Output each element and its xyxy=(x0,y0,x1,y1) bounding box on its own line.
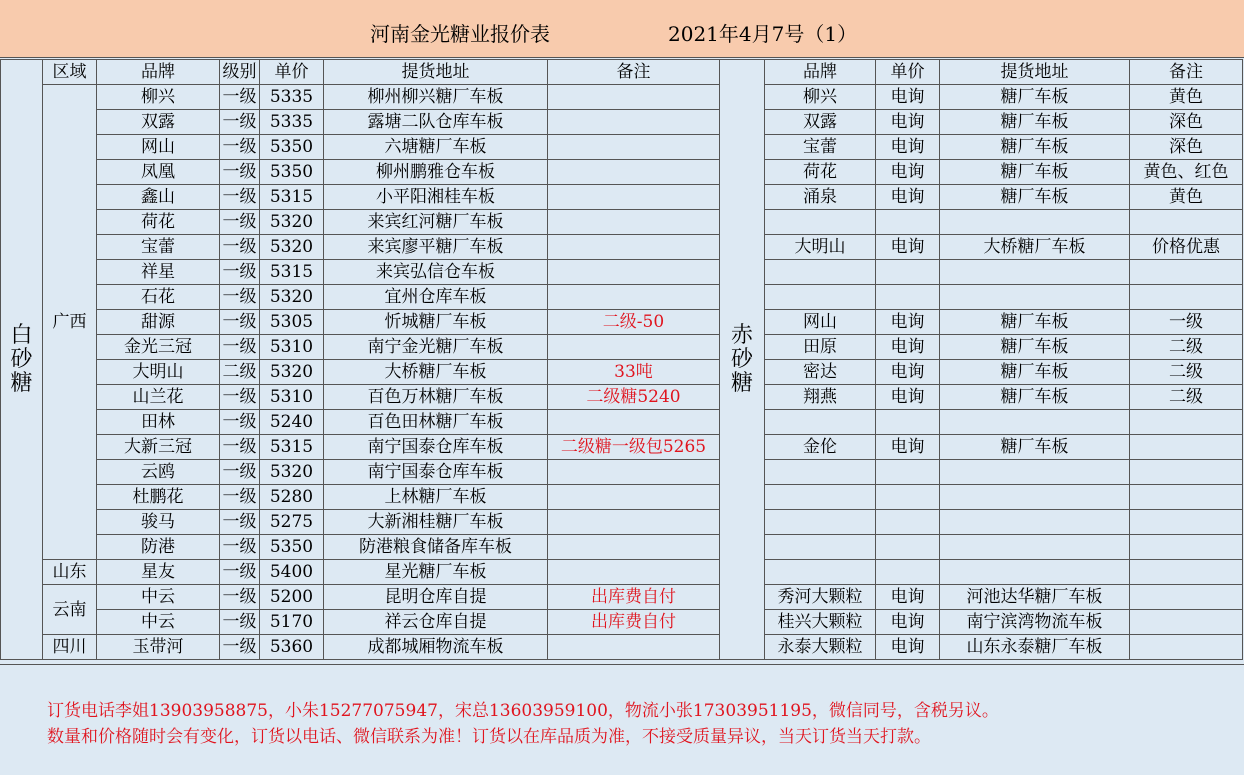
table-row xyxy=(1,160,1243,185)
brand-cell: 石花 xyxy=(97,285,220,310)
red-address-cell: 糖厂车板 xyxy=(940,85,1130,110)
price-cell: 5320 xyxy=(260,460,324,485)
red-sugar-label: 赤 砂 糖 xyxy=(720,60,765,660)
table-row xyxy=(1,535,1243,560)
red-price-cell xyxy=(876,535,940,560)
red-price-cell xyxy=(876,460,940,485)
red-price-cell xyxy=(876,410,940,435)
red-remark-cell: 一级 xyxy=(1130,310,1243,335)
table-row xyxy=(1,285,1243,310)
red-remark-cell: 黄色、红色 xyxy=(1130,160,1243,185)
red-col-header: 品牌 xyxy=(765,60,876,85)
red-remark-cell: 二级 xyxy=(1130,385,1243,410)
table-row xyxy=(1,560,1243,585)
remark-cell xyxy=(548,510,720,535)
white-col-header: 区域 xyxy=(43,60,97,85)
red-remark-cell xyxy=(1130,585,1243,610)
address-cell: 防港粮食储备库车板 xyxy=(324,535,548,560)
red-brand-cell xyxy=(765,485,876,510)
remark-cell: 出库费自付 xyxy=(548,585,720,610)
address-cell: 成都城厢物流车板 xyxy=(324,635,548,660)
brand-cell: 星友 xyxy=(97,560,220,585)
remark-cell xyxy=(548,560,720,585)
address-cell: 昆明仓库自提 xyxy=(324,585,548,610)
red-brand-cell xyxy=(765,285,876,310)
brand-cell: 甜源 xyxy=(97,310,220,335)
brand-cell: 云鸥 xyxy=(97,460,220,485)
red-price-cell: 电询 xyxy=(876,385,940,410)
white-col-header: 品牌 xyxy=(97,60,220,85)
brand-cell: 中云 xyxy=(97,585,220,610)
address-cell: 来宾弘信仓车板 xyxy=(324,260,548,285)
address-cell: 柳州鹏雅仓车板 xyxy=(324,160,548,185)
table-row xyxy=(1,585,1243,610)
red-brand-cell: 桂兴大颗粒 xyxy=(765,610,876,635)
address-cell: 南宁国泰仓库车板 xyxy=(324,435,548,460)
notice-line: 数量和价格随时会有变化，订货以电话、微信联系为准！订货以在库品质为准，不接受质量异议，当天订货当天打款。 xyxy=(47,727,931,747)
price-cell: 5315 xyxy=(260,260,324,285)
address-cell: 百色田林糖厂车板 xyxy=(324,410,548,435)
price-cell: 5315 xyxy=(260,185,324,210)
red-brand-cell: 金伦 xyxy=(765,435,876,460)
red-price-cell xyxy=(876,485,940,510)
price-cell: 5335 xyxy=(260,85,324,110)
grade-cell: 一级 xyxy=(220,510,260,535)
price-cell: 5305 xyxy=(260,310,324,335)
red-brand-cell: 密达 xyxy=(765,360,876,385)
red-brand-cell xyxy=(765,460,876,485)
grade-cell: 一级 xyxy=(220,160,260,185)
red-address-cell xyxy=(940,285,1130,310)
grade-cell: 二级 xyxy=(220,360,260,385)
price-cell: 5320 xyxy=(260,210,324,235)
red-address-cell: 糖厂车板 xyxy=(940,385,1130,410)
red-price-cell: 电询 xyxy=(876,85,940,110)
red-price-cell xyxy=(876,285,940,310)
red-price-cell: 电询 xyxy=(876,185,940,210)
red-remark-cell xyxy=(1130,635,1243,660)
red-address-cell: 糖厂车板 xyxy=(940,435,1130,460)
address-cell: 露塘二队仓库车板 xyxy=(324,110,548,135)
grade-cell: 一级 xyxy=(220,410,260,435)
price-cell: 5320 xyxy=(260,235,324,260)
sheet-header xyxy=(0,0,1244,58)
grade-cell: 一级 xyxy=(220,435,260,460)
red-remark-cell: 深色 xyxy=(1130,135,1243,160)
table-row xyxy=(1,210,1243,235)
price-cell: 5350 xyxy=(260,160,324,185)
address-cell: 六塘糖厂车板 xyxy=(324,135,548,160)
red-remark-cell xyxy=(1130,435,1243,460)
remark-cell xyxy=(548,410,720,435)
sheet-title: 河南金光糖业报价表 xyxy=(370,22,550,46)
grade-cell: 一级 xyxy=(220,385,260,410)
brand-cell: 山兰花 xyxy=(97,385,220,410)
price-cell: 5400 xyxy=(260,560,324,585)
remark-cell xyxy=(548,110,720,135)
red-price-cell: 电询 xyxy=(876,310,940,335)
red-brand-cell: 涌泉 xyxy=(765,185,876,210)
grade-cell: 一级 xyxy=(220,535,260,560)
red-remark-cell: 二级 xyxy=(1130,360,1243,385)
grade-cell: 一级 xyxy=(220,285,260,310)
grade-cell: 一级 xyxy=(220,635,260,660)
red-address-cell: 山东永泰糖厂车板 xyxy=(940,635,1130,660)
table-row xyxy=(1,260,1243,285)
address-cell: 来宾廖平糖厂车板 xyxy=(324,235,548,260)
brand-cell: 玉带河 xyxy=(97,635,220,660)
grade-cell: 一级 xyxy=(220,85,260,110)
price-cell: 5320 xyxy=(260,360,324,385)
grade-cell: 一级 xyxy=(220,485,260,510)
table-row xyxy=(1,385,1243,410)
red-price-cell xyxy=(876,560,940,585)
remark-cell: 二级糖一级包5265 xyxy=(548,435,720,460)
red-brand-cell: 翔燕 xyxy=(765,385,876,410)
brand-cell: 大新三冠 xyxy=(97,435,220,460)
table-row xyxy=(1,510,1243,535)
red-price-cell: 电询 xyxy=(876,435,940,460)
red-address-cell: 南宁滨湾物流车板 xyxy=(940,610,1130,635)
red-price-cell: 电询 xyxy=(876,635,940,660)
white-sugar-label: 白 砂 糖 xyxy=(1,60,43,660)
address-cell: 祥云仓库自提 xyxy=(324,610,548,635)
address-cell: 上林糖厂车板 xyxy=(324,485,548,510)
brand-cell: 祥星 xyxy=(97,260,220,285)
red-address-cell xyxy=(940,410,1130,435)
remark-cell xyxy=(548,210,720,235)
remark-cell xyxy=(548,160,720,185)
red-brand-cell xyxy=(765,410,876,435)
remark-cell xyxy=(548,135,720,160)
red-address-cell: 河池达华糖厂车板 xyxy=(940,585,1130,610)
red-price-cell xyxy=(876,260,940,285)
red-remark-cell xyxy=(1130,510,1243,535)
table-row xyxy=(1,310,1243,335)
address-cell: 南宁国泰仓库车板 xyxy=(324,460,548,485)
brand-cell: 中云 xyxy=(97,610,220,635)
red-brand-cell xyxy=(765,535,876,560)
red-remark-cell xyxy=(1130,610,1243,635)
price-cell: 5280 xyxy=(260,485,324,510)
remark-cell xyxy=(548,235,720,260)
grade-cell: 一级 xyxy=(220,560,260,585)
red-address-cell xyxy=(940,510,1130,535)
table-row xyxy=(1,610,1243,635)
address-cell: 百色万林糖厂车板 xyxy=(324,385,548,410)
address-cell: 南宁金光糖厂车板 xyxy=(324,335,548,360)
grade-cell: 一级 xyxy=(220,310,260,335)
red-address-cell xyxy=(940,210,1130,235)
table-row xyxy=(1,110,1243,135)
red-price-cell xyxy=(876,510,940,535)
red-address-cell xyxy=(940,260,1130,285)
table-row xyxy=(1,135,1243,160)
table-row xyxy=(1,635,1243,660)
grade-cell: 一级 xyxy=(220,610,260,635)
white-col-header: 单价 xyxy=(260,60,324,85)
red-remark-cell xyxy=(1130,210,1243,235)
price-table xyxy=(0,59,1243,660)
red-remark-cell xyxy=(1130,410,1243,435)
red-brand-cell xyxy=(765,260,876,285)
red-price-cell: 电询 xyxy=(876,110,940,135)
table-row xyxy=(1,85,1243,110)
white-col-header: 级别 xyxy=(220,60,260,85)
red-brand-cell: 田原 xyxy=(765,335,876,360)
red-remark-cell xyxy=(1130,285,1243,310)
header-row xyxy=(1,60,1243,85)
remark-cell xyxy=(548,85,720,110)
red-brand-cell: 大明山 xyxy=(765,235,876,260)
price-cell: 5335 xyxy=(260,110,324,135)
remark-cell xyxy=(548,260,720,285)
price-cell: 5310 xyxy=(260,335,324,360)
address-cell: 忻城糖厂车板 xyxy=(324,310,548,335)
red-brand-cell: 宝蕾 xyxy=(765,135,876,160)
remark-cell: 二级-50 xyxy=(548,310,720,335)
red-brand-cell: 永泰大颗粒 xyxy=(765,635,876,660)
address-cell: 宜州仓库车板 xyxy=(324,285,548,310)
table-row xyxy=(1,235,1243,260)
red-remark-cell xyxy=(1130,260,1243,285)
red-remark-cell xyxy=(1130,460,1243,485)
table-row xyxy=(1,410,1243,435)
red-remark-cell: 二级 xyxy=(1130,335,1243,360)
address-cell: 小平阳湘桂车板 xyxy=(324,185,548,210)
grade-cell: 一级 xyxy=(220,185,260,210)
red-remark-cell: 深色 xyxy=(1130,110,1243,135)
brand-cell: 骏马 xyxy=(97,510,220,535)
address-cell: 大桥糖厂车板 xyxy=(324,360,548,385)
red-price-cell: 电询 xyxy=(876,360,940,385)
remark-cell xyxy=(548,285,720,310)
red-remark-cell xyxy=(1130,535,1243,560)
grade-cell: 一级 xyxy=(220,210,260,235)
red-address-cell xyxy=(940,485,1130,510)
red-brand-cell: 双露 xyxy=(765,110,876,135)
table-row xyxy=(1,435,1243,460)
red-address-cell: 糖厂车板 xyxy=(940,135,1130,160)
red-address-cell: 糖厂车板 xyxy=(940,185,1130,210)
red-address-cell: 糖厂车板 xyxy=(940,335,1130,360)
red-address-cell xyxy=(940,560,1130,585)
contact-line: 订货电话李姐13903958875，小朱15277075947，宋总13603959100，物流小张17303951195，微信同号，含税另议。 xyxy=(47,701,999,721)
red-price-cell: 电询 xyxy=(876,160,940,185)
brand-cell: 双露 xyxy=(97,110,220,135)
red-remark-cell xyxy=(1130,560,1243,585)
grade-cell: 一级 xyxy=(220,460,260,485)
price-cell: 5275 xyxy=(260,510,324,535)
region-cell: 广西 xyxy=(43,85,97,560)
remark-cell xyxy=(548,460,720,485)
red-price-cell: 电询 xyxy=(876,135,940,160)
brand-cell: 田林 xyxy=(97,410,220,435)
red-price-cell: 电询 xyxy=(876,335,940,360)
remark-cell: 33吨 xyxy=(548,360,720,385)
remark-cell xyxy=(548,485,720,510)
red-address-cell xyxy=(940,460,1130,485)
region-cell: 山东 xyxy=(43,560,97,585)
red-brand-cell: 网山 xyxy=(765,310,876,335)
region-cell: 云南 xyxy=(43,585,97,635)
price-cell: 5310 xyxy=(260,385,324,410)
remark-cell xyxy=(548,635,720,660)
red-address-cell: 糖厂车板 xyxy=(940,160,1130,185)
red-remark-cell: 价格优惠 xyxy=(1130,235,1243,260)
grade-cell: 一级 xyxy=(220,110,260,135)
price-cell: 5315 xyxy=(260,435,324,460)
brand-cell: 荷花 xyxy=(97,210,220,235)
price-cell: 5350 xyxy=(260,135,324,160)
sheet-date: 2021年4月7号（1） xyxy=(668,22,858,46)
red-brand-cell xyxy=(765,510,876,535)
price-cell: 5240 xyxy=(260,410,324,435)
price-cell: 5350 xyxy=(260,535,324,560)
red-address-cell: 糖厂车板 xyxy=(940,110,1130,135)
table-row xyxy=(1,360,1243,385)
brand-cell: 鑫山 xyxy=(97,185,220,210)
grade-cell: 一级 xyxy=(220,585,260,610)
price-cell: 5360 xyxy=(260,635,324,660)
brand-cell: 杜鹏花 xyxy=(97,485,220,510)
remark-cell xyxy=(548,535,720,560)
table-row xyxy=(1,335,1243,360)
red-brand-cell: 柳兴 xyxy=(765,85,876,110)
address-cell: 星光糖厂车板 xyxy=(324,560,548,585)
red-price-cell: 电询 xyxy=(876,585,940,610)
brand-cell: 柳兴 xyxy=(97,85,220,110)
table-row xyxy=(1,460,1243,485)
red-price-cell: 电询 xyxy=(876,610,940,635)
grade-cell: 一级 xyxy=(220,235,260,260)
red-remark-cell: 黄色 xyxy=(1130,85,1243,110)
red-col-header: 备注 xyxy=(1130,60,1243,85)
red-address-cell: 大桥糖厂车板 xyxy=(940,235,1130,260)
address-cell: 大新湘桂糖厂车板 xyxy=(324,510,548,535)
red-col-header: 单价 xyxy=(876,60,940,85)
table-row xyxy=(1,185,1243,210)
brand-cell: 防港 xyxy=(97,535,220,560)
white-col-header: 备注 xyxy=(548,60,720,85)
brand-cell: 凤凰 xyxy=(97,160,220,185)
brand-cell: 宝蕾 xyxy=(97,235,220,260)
red-price-cell xyxy=(876,210,940,235)
grade-cell: 一级 xyxy=(220,335,260,360)
brand-cell: 网山 xyxy=(97,135,220,160)
footer-notes xyxy=(0,664,1244,775)
red-brand-cell xyxy=(765,560,876,585)
remark-cell xyxy=(548,185,720,210)
red-brand-cell: 荷花 xyxy=(765,160,876,185)
price-cell: 5320 xyxy=(260,285,324,310)
brand-cell: 大明山 xyxy=(97,360,220,385)
remark-cell: 出库费自付 xyxy=(548,610,720,635)
red-brand-cell xyxy=(765,210,876,235)
red-address-cell: 糖厂车板 xyxy=(940,360,1130,385)
table-row xyxy=(1,485,1243,510)
red-address-cell: 糖厂车板 xyxy=(940,310,1130,335)
grade-cell: 一级 xyxy=(220,135,260,160)
white-col-header: 提货地址 xyxy=(324,60,548,85)
red-remark-cell: 黄色 xyxy=(1130,185,1243,210)
grade-cell: 一级 xyxy=(220,260,260,285)
red-col-header: 提货地址 xyxy=(940,60,1130,85)
remark-cell xyxy=(548,335,720,360)
red-brand-cell: 秀河大颗粒 xyxy=(765,585,876,610)
red-address-cell xyxy=(940,535,1130,560)
price-cell: 5170 xyxy=(260,610,324,635)
brand-cell: 金光三冠 xyxy=(97,335,220,360)
address-cell: 来宾红河糖厂车板 xyxy=(324,210,548,235)
remark-cell: 二级糖5240 xyxy=(548,385,720,410)
address-cell: 柳州柳兴糖厂车板 xyxy=(324,85,548,110)
price-cell: 5200 xyxy=(260,585,324,610)
region-cell: 四川 xyxy=(43,635,97,660)
red-remark-cell xyxy=(1130,485,1243,510)
red-price-cell: 电询 xyxy=(876,235,940,260)
